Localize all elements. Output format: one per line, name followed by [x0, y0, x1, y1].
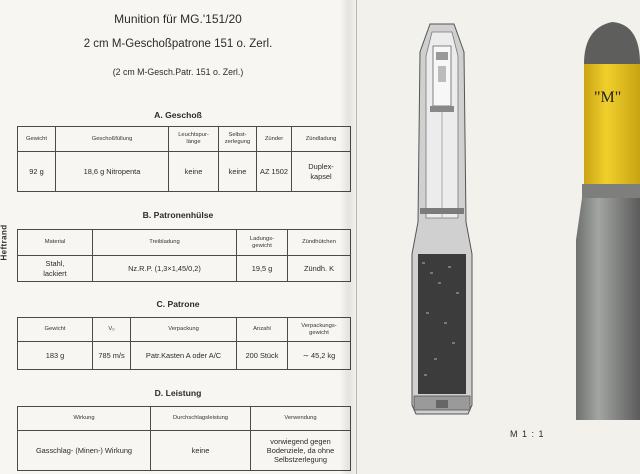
header-cell: Gewicht — [18, 127, 56, 152]
header-cell: Material — [18, 230, 93, 256]
header-cell: Selbst- zerlegung — [219, 127, 257, 152]
table-row — [18, 342, 351, 370]
section-heading-patrone: C. Patrone — [156, 299, 200, 309]
header-cell: Zünder — [257, 127, 292, 152]
value-cell: AZ 1502 — [257, 152, 292, 192]
value-cell: keine — [151, 431, 251, 471]
projectile-marking: "M" — [594, 89, 622, 106]
document-abbrev-title: (2 cm M-Gesch.Patr. 151 o. Zerl.) — [112, 67, 244, 77]
header-cell: Durchschlagsleistung — [151, 407, 251, 431]
header-cell: Wirkung — [18, 407, 151, 431]
header-cell: Verpackungs- gewicht — [288, 318, 351, 342]
table-patrone — [17, 317, 351, 370]
header-cell: V₀ — [93, 318, 131, 342]
value-cell: ∼ 45,2 kg — [288, 342, 351, 370]
header-cell: Verpackung — [131, 318, 237, 342]
table-row — [18, 152, 351, 192]
value-cell: Duplex- kapsel — [292, 152, 351, 192]
value-cell: Gasschlag- (Minen-) Wirkung — [18, 431, 151, 471]
value-cell: 200 Stück — [237, 342, 288, 370]
table-header-row — [18, 127, 351, 152]
header-cell: Gewicht — [18, 318, 93, 342]
section-heading-patronenhuelse: B. Patronenhülse — [142, 210, 214, 220]
value-cell: Nz.R.P. (1,3×1,45/0,2) — [93, 256, 237, 282]
header-cell: Verwendung — [251, 407, 351, 431]
scale-label: M 1 : 1 — [510, 429, 545, 439]
table-header-row — [18, 407, 351, 431]
header-cell: Zündladung — [292, 127, 351, 152]
header-cell: Geschoßfüllung — [56, 127, 169, 152]
table-geschoss — [17, 126, 351, 192]
value-cell: Patr.Kasten A oder A/C — [131, 342, 237, 370]
value-cell: Zündh. K — [288, 256, 351, 282]
header-cell: Ladungs- gewicht — [237, 230, 288, 256]
value-cell: 19,5 g — [237, 256, 288, 282]
table-patronenhuelse — [17, 229, 351, 282]
section-heading-geschoss: A. Geschoß — [154, 110, 202, 120]
value-cell: 92 g — [18, 152, 56, 192]
header-cell: Treibladung — [93, 230, 237, 256]
section-heading-leistung: D. Leistung — [154, 388, 202, 398]
cartridge-exterior-drawing — [572, 20, 640, 420]
table-leistung — [17, 406, 351, 471]
table-header-row — [18, 318, 351, 342]
margin-label: Heftrand — [0, 224, 9, 261]
value-cell: vorwiegend gegen Bodenziele, da ohne Selbstzerlegung — [251, 431, 351, 471]
header-cell: Leuchtspur- länge — [169, 127, 219, 152]
table-header-row — [18, 230, 351, 256]
table-row — [18, 431, 351, 471]
document-subtitle: 2 cm M-Geschoßpatrone 151 o. Zerl. — [83, 38, 273, 50]
header-cell: Zündhütchen — [288, 230, 351, 256]
value-cell: 18,6 g Nitropenta — [56, 152, 169, 192]
document-title: Munition für MG.'151/20 — [114, 12, 242, 26]
header-cell: Anzahl — [237, 318, 288, 342]
cartridge-cutaway-drawing — [408, 22, 476, 415]
table-row — [18, 256, 351, 282]
value-cell: 183 g — [18, 342, 93, 370]
value-cell: 785 m/s — [93, 342, 131, 370]
value-cell: keine — [169, 152, 219, 192]
value-cell: Stahl, lackiert — [18, 256, 93, 282]
page-gutter — [340, 0, 358, 474]
value-cell: keine — [219, 152, 257, 192]
